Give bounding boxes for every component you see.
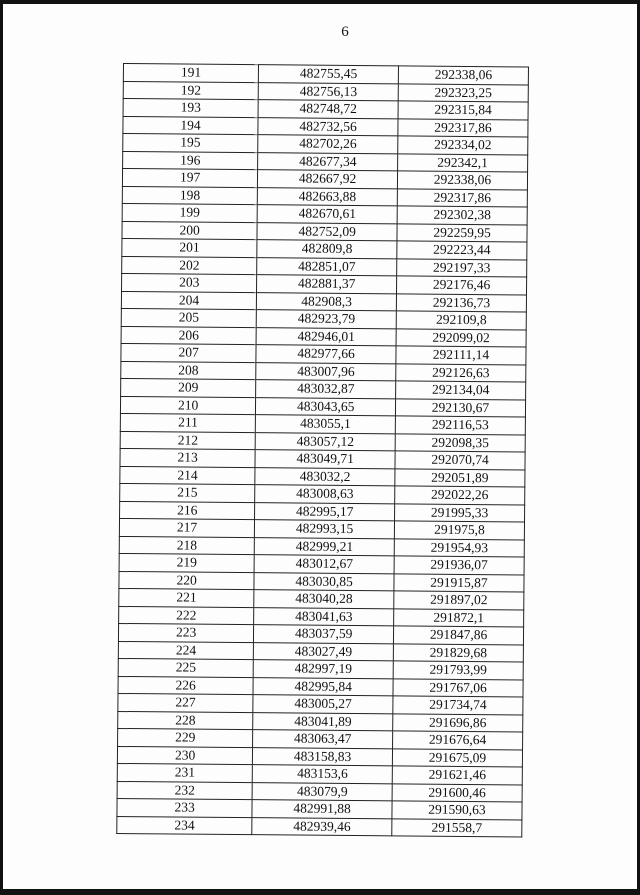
y-coordinate-cell: 291675,09	[392, 748, 522, 767]
point-number-cell: 195	[123, 134, 258, 153]
y-coordinate-cell: 292342,1	[398, 153, 528, 172]
x-coordinate-cell: 482677,34	[258, 152, 398, 171]
y-coordinate-cell: 291936,07	[394, 556, 524, 575]
y-coordinate-cell: 292334,02	[398, 136, 528, 155]
scan-border-top	[0, 0, 640, 4]
x-coordinate-cell: 483043,65	[256, 397, 396, 416]
scan-border-left	[0, 0, 3, 895]
x-coordinate-cell: 482977,66	[256, 345, 396, 364]
y-coordinate-cell: 291915,87	[394, 573, 524, 592]
x-coordinate-cell: 483057,12	[255, 432, 395, 451]
point-number-cell: 213	[120, 448, 255, 467]
y-coordinate-cell: 292315,84	[398, 101, 528, 120]
point-number-cell: 233	[117, 798, 252, 817]
scan-border-bottom	[0, 889, 640, 895]
x-coordinate-cell: 483007,96	[256, 362, 396, 381]
y-coordinate-cell: 291558,7	[392, 818, 522, 837]
x-coordinate-cell: 483041,89	[253, 712, 393, 731]
point-number-cell: 198	[122, 186, 257, 205]
y-coordinate-cell: 291696,86	[393, 713, 523, 732]
point-number-cell: 212	[120, 431, 255, 450]
point-number-cell: 232	[117, 781, 252, 800]
x-coordinate-cell: 482881,37	[257, 275, 397, 294]
y-coordinate-cell: 291995,33	[395, 503, 525, 522]
y-coordinate-cell: 291897,02	[394, 591, 524, 610]
point-number-cell: 219	[119, 553, 254, 572]
point-number-cell: 210	[120, 396, 255, 415]
table-row	[117, 816, 522, 837]
y-coordinate-cell: 291975,8	[394, 521, 524, 540]
y-coordinate-cell: 292116,53	[395, 416, 525, 435]
y-coordinate-cell: 291621,46	[392, 766, 522, 785]
x-coordinate-cell: 483079,9	[252, 782, 392, 801]
coordinates-table	[116, 63, 529, 838]
point-number-cell: 204	[121, 291, 256, 310]
point-number-cell: 207	[121, 343, 256, 362]
point-number-cell: 231	[117, 763, 252, 782]
x-coordinate-cell: 483153,6	[253, 765, 393, 784]
x-coordinate-cell: 482997,19	[253, 660, 393, 679]
point-number-cell: 229	[118, 728, 253, 747]
y-coordinate-cell: 292317,86	[398, 118, 528, 137]
y-coordinate-cell: 291793,99	[393, 661, 523, 680]
point-number-cell: 225	[118, 658, 253, 677]
x-coordinate-cell: 483158,83	[253, 747, 393, 766]
x-coordinate-cell: 482993,15	[255, 520, 395, 539]
y-coordinate-cell: 292051,89	[395, 468, 525, 487]
x-coordinate-cell: 483032,2	[255, 467, 395, 486]
x-coordinate-cell: 483063,47	[253, 730, 393, 749]
y-coordinate-cell: 292259,95	[397, 223, 527, 242]
page-number: 6	[341, 24, 349, 40]
y-coordinate-cell: 291676,64	[393, 731, 523, 750]
point-number-cell: 202	[122, 256, 257, 275]
x-coordinate-cell: 482748,72	[258, 100, 398, 119]
point-number-cell: 221	[119, 588, 254, 607]
x-coordinate-cell: 482702,26	[258, 135, 398, 154]
y-coordinate-cell: 291872,1	[394, 608, 524, 627]
point-number-cell: 230	[117, 746, 252, 765]
point-number-cell: 194	[123, 116, 258, 135]
point-number-cell: 200	[122, 221, 257, 240]
y-coordinate-cell: 292136,73	[396, 293, 526, 312]
x-coordinate-cell: 482851,07	[257, 257, 397, 276]
point-number-cell: 205	[121, 308, 256, 327]
y-coordinate-cell: 292098,35	[395, 433, 525, 452]
point-number-cell: 201	[122, 238, 257, 257]
x-coordinate-cell: 482999,21	[254, 537, 394, 556]
point-number-cell: 227	[118, 693, 253, 712]
point-number-cell: 211	[120, 413, 255, 432]
point-number-cell: 199	[122, 203, 257, 222]
y-coordinate-cell: 292338,06	[398, 66, 528, 85]
y-coordinate-cell: 291734,74	[393, 696, 523, 715]
point-number-cell: 203	[122, 273, 257, 292]
x-coordinate-cell: 482995,17	[255, 502, 395, 521]
point-number-cell: 222	[119, 606, 254, 625]
y-coordinate-cell: 292130,67	[395, 398, 525, 417]
point-number-cell: 223	[118, 623, 253, 642]
point-number-cell: 220	[119, 571, 254, 590]
x-coordinate-cell: 482946,01	[256, 327, 396, 346]
y-coordinate-cell: 292176,46	[397, 276, 527, 295]
x-coordinate-cell: 483037,59	[254, 625, 394, 644]
x-coordinate-cell: 482756,13	[258, 82, 398, 101]
x-coordinate-cell: 482663,88	[258, 187, 398, 206]
x-coordinate-cell: 482809,8	[257, 240, 397, 259]
x-coordinate-cell: 483049,71	[255, 450, 395, 469]
point-number-cell: 196	[123, 151, 258, 170]
y-coordinate-cell: 291847,86	[393, 626, 523, 645]
point-number-cell: 217	[119, 518, 254, 537]
x-coordinate-cell: 483027,49	[254, 642, 394, 661]
y-coordinate-cell: 292302,38	[397, 206, 527, 225]
y-coordinate-cell: 292338,06	[397, 171, 527, 190]
point-number-cell: 228	[118, 711, 253, 730]
y-coordinate-cell: 292197,33	[397, 258, 527, 277]
x-coordinate-cell: 482732,56	[258, 117, 398, 136]
x-coordinate-cell: 482995,84	[253, 677, 393, 696]
point-number-cell: 218	[119, 536, 254, 555]
x-coordinate-cell: 482923,79	[256, 310, 396, 329]
y-coordinate-cell: 292109,8	[396, 311, 526, 330]
x-coordinate-cell: 483055,1	[256, 415, 396, 434]
y-coordinate-cell: 292317,86	[397, 188, 527, 207]
y-coordinate-cell: 292070,74	[395, 451, 525, 470]
point-number-cell: 209	[121, 378, 256, 397]
x-coordinate-cell: 483005,27	[253, 695, 393, 714]
point-number-cell: 216	[120, 501, 255, 520]
y-coordinate-cell: 291590,63	[392, 801, 522, 820]
x-coordinate-cell: 482939,46	[252, 817, 392, 836]
y-coordinate-cell: 292111,14	[396, 346, 526, 365]
coordinates-table-body	[117, 64, 529, 838]
point-number-cell: 191	[123, 64, 258, 83]
point-number-cell: 192	[123, 81, 258, 100]
point-number-cell: 226	[118, 676, 253, 695]
point-number-cell: 197	[122, 169, 257, 188]
y-coordinate-cell: 292099,02	[396, 328, 526, 347]
x-coordinate-cell: 482667,92	[258, 170, 398, 189]
x-coordinate-cell: 483008,63	[255, 485, 395, 504]
point-number-cell: 193	[123, 99, 258, 118]
point-number-cell: 208	[121, 361, 256, 380]
x-coordinate-cell: 483041,63	[254, 607, 394, 626]
x-coordinate-cell: 483030,85	[254, 572, 394, 591]
y-coordinate-cell: 292323,25	[398, 83, 528, 102]
x-coordinate-cell: 482670,61	[257, 205, 397, 224]
y-coordinate-cell: 291767,06	[393, 678, 523, 697]
x-coordinate-cell: 482755,45	[259, 65, 399, 84]
y-coordinate-cell: 291829,68	[393, 643, 523, 662]
x-coordinate-cell: 482908,3	[257, 292, 397, 311]
point-number-cell: 206	[121, 326, 256, 345]
point-number-cell: 214	[120, 466, 255, 485]
y-coordinate-cell: 292134,04	[396, 381, 526, 400]
x-coordinate-cell: 483040,28	[254, 590, 394, 609]
y-coordinate-cell: 291954,93	[394, 538, 524, 557]
y-coordinate-cell: 292126,63	[396, 363, 526, 382]
point-number-cell: 234	[117, 816, 252, 835]
x-coordinate-cell: 483032,87	[256, 380, 396, 399]
x-coordinate-cell: 483012,67	[254, 555, 394, 574]
y-coordinate-cell: 292223,44	[397, 241, 527, 260]
y-coordinate-cell: 292022,26	[395, 486, 525, 505]
x-coordinate-cell: 482752,09	[257, 222, 397, 241]
x-coordinate-cell: 482991,88	[252, 800, 392, 819]
point-number-cell: 215	[120, 483, 255, 502]
y-coordinate-cell: 291600,46	[392, 783, 522, 802]
point-number-cell: 224	[118, 641, 253, 660]
